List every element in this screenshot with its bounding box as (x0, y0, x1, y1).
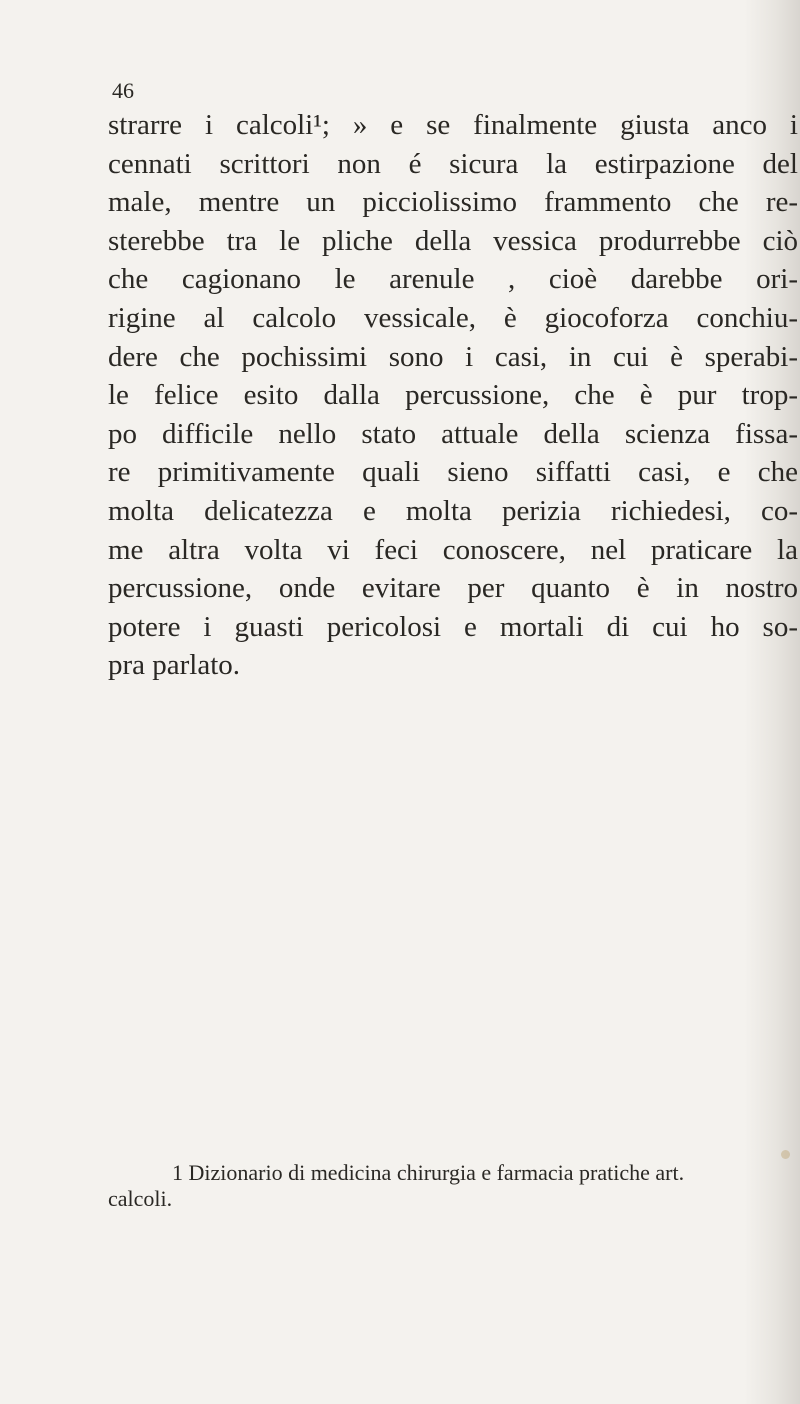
text-line: percussione, onde evitare per quanto è in nostro (108, 572, 798, 605)
text-line: strarre i calcoli¹; » e se finalmente giusta anco i (108, 109, 798, 141)
text-line: potere i guasti pericolosi e mortali di cui ho so- (108, 610, 798, 643)
text-line: me altra volta vi feci conoscere, nel praticare la (108, 533, 798, 566)
body-paragraph (108, 106, 798, 685)
page-number: 46 (112, 78, 134, 103)
text-line: sterebbe tra le pliche della vessica produrrebbe ciò (108, 224, 798, 257)
text-line: re primitivamente quali sieno siffatti casi, e che (108, 456, 798, 489)
paper-stain (781, 1150, 790, 1159)
footnote (108, 1160, 798, 1212)
text-line: rigine al calcolo vessicale, è giocoforza conchiu- (108, 301, 798, 334)
footnote-line: calcoli. (108, 1186, 173, 1211)
text-line: dere che pochissimi sono i casi, in cui è sperabi- (108, 340, 798, 373)
footnote-line: 1 Dizionario di medicina chirurgia e farmacia pratiche art. (172, 1160, 685, 1185)
text-line: pra parlato. (108, 649, 241, 682)
text-line: molta delicatezza e molta perizia richiedesi, co- (108, 494, 798, 527)
text-line: le felice esito dalla percussione, che è pur trop- (108, 379, 798, 412)
text-line: che cagionano le arenule , cioè darebbe ori- (108, 263, 798, 296)
text-line: cennati scrittori non é sicura la estirpazione del (108, 147, 798, 180)
text-line: male, mentre un picciolissimo frammento che re- (108, 186, 798, 219)
text-line: po difficile nello stato attuale della scienza fissa- (108, 417, 798, 450)
